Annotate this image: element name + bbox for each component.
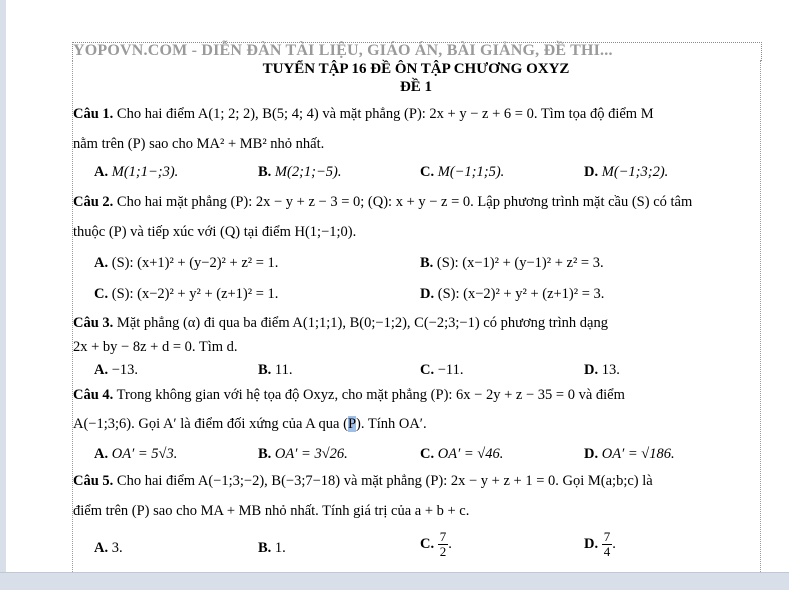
- q4-option-d[interactable]: D. OA′ = √186.: [584, 446, 675, 462]
- q1-option-a[interactable]: A. M(1;1−;3).: [94, 164, 179, 180]
- q3-line1: Câu 3. Mặt phẳng (α) đi qua ba điểm A(1;1;1), B(0;−1;2), C(−2;3;−1) có phương trình dạng: [73, 315, 608, 331]
- q4-option-c[interactable]: C. OA′ = √46.: [420, 446, 504, 462]
- q2-option-c[interactable]: C. (S): (x−2)² + y² + (z+1)² = 1.: [94, 286, 279, 302]
- q2-option-b[interactable]: B. (S): (x−1)² + (y−1)² + z² = 3.: [420, 255, 604, 271]
- exam-number: ĐỀ 1: [399, 79, 433, 95]
- q3-option-b[interactable]: B. 11.: [258, 362, 293, 378]
- q5-option-a[interactable]: A. 3.: [94, 540, 123, 556]
- q3-option-a[interactable]: A. −13.: [94, 362, 139, 378]
- text-selection-highlight[interactable]: P: [347, 416, 357, 432]
- q4-line1: Câu 4. Trong không gian với hệ tọa độ Oxyz, cho mặt phẳng (P): 6x − 2y + z − 35 = 0 và điểm: [73, 387, 625, 403]
- page-header: [72, 42, 762, 61]
- q1-option-c[interactable]: C. M(−1;1;5).: [420, 164, 505, 180]
- q4-line2: A(−1;3;6). Gọi A′ là điểm đối xứng của A qua (P). Tính OA′.: [73, 416, 427, 432]
- q5-option-d[interactable]: D. $\frac{7}{4}$ .: [584, 529, 616, 559]
- q1-line2: nằm trên (P) sao cho MA² + MB² nhỏ nhất.: [73, 136, 325, 152]
- q5-option-c[interactable]: C. $\frac{7}{2}$ .: [420, 529, 452, 559]
- q5-option-b[interactable]: B. 1.: [258, 540, 286, 556]
- q2-line1: Câu 2. Cho hai mặt phẳng (P): 2x − y + z − 3 = 0; (Q): x + y − z = 0. Lập phương trình mặt cầu (S) có tâm: [73, 194, 693, 210]
- editor-bottom-bar: [0, 572, 789, 590]
- fraction: $\frac{7}{4}$: [603, 529, 611, 559]
- q3-option-c[interactable]: C. −11.: [420, 362, 464, 378]
- q1-line1: Câu 1. Cho hai điểm A(1; 2; 2), B(5; 4; 4) và mặt phẳng (P): 2x + y − z + 6 = 0. Tìm tọa độ điểm M: [73, 106, 654, 122]
- q5-line2: điểm trên (P) sao cho MA + MB nhỏ nhất. Tính giá trị của a + b + c.: [73, 503, 470, 519]
- q2-option-a[interactable]: A. (S): (x+1)² + (y−2)² + z² = 1.: [94, 255, 279, 271]
- q1-option-b[interactable]: B. M(2;1;−5).: [258, 164, 342, 180]
- fraction: $\frac{7}{2}$: [439, 529, 447, 559]
- site-header-text: YOPOVN.COM - DIỄN ĐÀN TÀI LIỆU, GIÁO ÁN, BÀI GIẢNG, ĐỀ THI...: [73, 42, 613, 59]
- q1-option-d[interactable]: D. M(−1;3;2).: [584, 164, 669, 180]
- q3-line2: 2x + by − 8z + d = 0. Tìm d.: [73, 339, 238, 355]
- q5-line1: Câu 5. Cho hai điểm A(−1;3;−2), B(−3;7−18) và mặt phẳng (P): 2x − y + z + 1 = 0. Gọi M(a;b;c) là: [73, 473, 653, 489]
- document-page: [6, 0, 789, 572]
- q2-option-d[interactable]: D. (S): (x−2)² + y² + (z+1)² = 3.: [420, 286, 605, 302]
- document-title: TUYỂN TẬP 16 ĐỀ ÔN TẬP CHƯƠNG OXYZ: [262, 61, 570, 77]
- q3-option-d[interactable]: D. 13.: [584, 362, 620, 378]
- q2-line2: thuộc (P) và tiếp xúc với (Q) tại điểm H(1;−1;0).: [73, 224, 357, 240]
- q4-option-a[interactable]: A. OA′ = 5√3.: [94, 446, 178, 462]
- q4-option-b[interactable]: B. OA′ = 3√26.: [258, 446, 348, 462]
- text-boundary-right: [760, 60, 761, 572]
